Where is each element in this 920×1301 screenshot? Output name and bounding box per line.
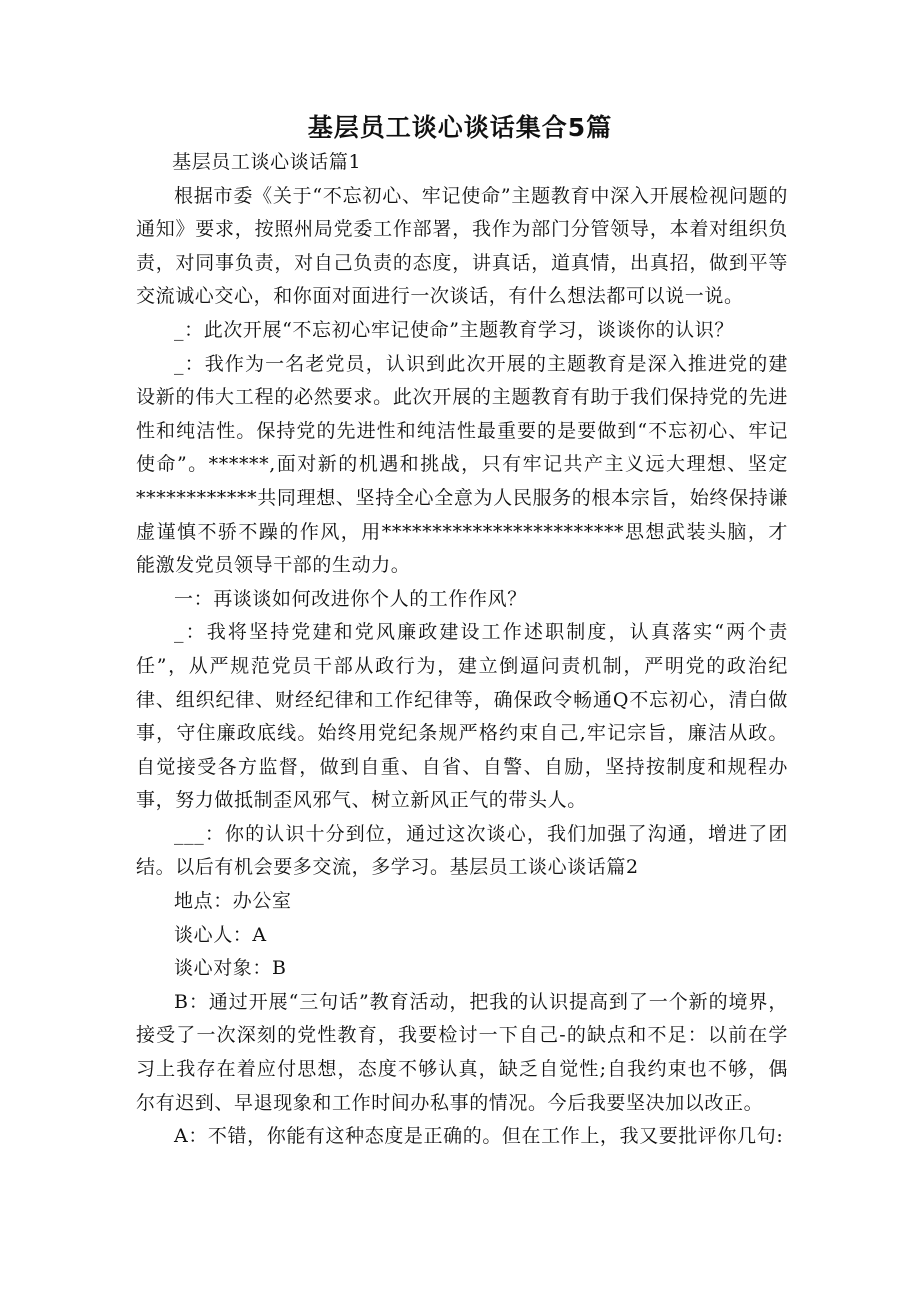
paragraph-answer-2: _：我将坚持党建和党风廉政建设工作述职制度，认真落实“两个责任”，从严规范党员干部从政行为，建立倒逼问责机制，严明党的政治纪律、组织纪律、财经纪律和工作纪律等，确保政令畅通Q不忘初心，清白做事，守住廉政底线。始终用党纪条规严格约束自己,牢记宗旨，廉洁从政。自觉接受各方监督，做到自重、自省、自警、自励，坚持按制度和规程办事，努力做抵制歪风邪气、树立新风正气的带头人。: [136, 621, 788, 812]
paragraph-question-1: _：此次开展“不忘初心牢记使命”主题教育学习，谈谈你的认识？: [174, 318, 734, 341]
paragraph-speaker: 谈心人：A: [174, 923, 267, 946]
paragraph-statement-b: B：通过开展“三句话”教育活动，把我的认识提高到了一个新的境界，接受了一次深刻的党性教育，我要检讨一下自己-的缺点和不足：以前在学习上我存在着应付思想，态度不够认真，缺乏自觉性;自我约束也不够，偶尔有迟到、早退现象和工作时间办私事的情况。今后我要坚决加以改正。: [136, 990, 788, 1114]
document-title: 基层员工谈心谈话集合5篇: [307, 113, 613, 142]
paragraph-closing-1: ___：你的认识十分到位，通过这次谈心，我们加强了沟通，增进了团结。以后有机会要多交流，多学习。基层员工谈心谈话篇2: [136, 822, 788, 879]
paragraph-intro: 根据市委《关于“不忘初心、牢记使命”主题教育中深入开展检视问题的通知》要求，按照州局党委工作部署，我作为部门分管领导，本着对组织负责，对同事负责，对自己负责的态度，讲真话，道真情，出真招，做到平等交流诚心交心，和你面对面进行一次谈话，有什么想法都可以说一说。: [136, 184, 788, 308]
paragraph-listener: 谈心对象：B: [174, 957, 287, 980]
section-heading-1: 基层员工谈心谈话篇1: [172, 151, 362, 173]
paragraph-statement-a: A：不错，你能有这种态度是正确的。但在工作上，我又要批评你几句:: [174, 1125, 784, 1148]
document-body: [136, 146, 788, 1154]
paragraph-answer-1: _：我作为一名老党员，认识到此次开展的主题教育是深入推进党的建设新的伟大工程的必然要求。此次开展的主题教育有助于我们保持党的先进性和纯洁性。保持党的先进性和纯洁性最重要的是要做到“不忘初心、牢记使命”。******,面对新的机遇和挑战，只有牢记共产主义远大理想、坚定************共同理想、坚持全心全意为人民服务的根本宗旨，始终保持谦虚谨慎不骄不躁的作风，用************************思想武装头脑，才能激发党员领导干部的生动力。: [136, 352, 788, 577]
paragraph-location: 地点：办公室: [174, 890, 292, 913]
paragraph-question-2: 一：再谈谈如何改进你个人的工作作风？: [174, 587, 527, 610]
